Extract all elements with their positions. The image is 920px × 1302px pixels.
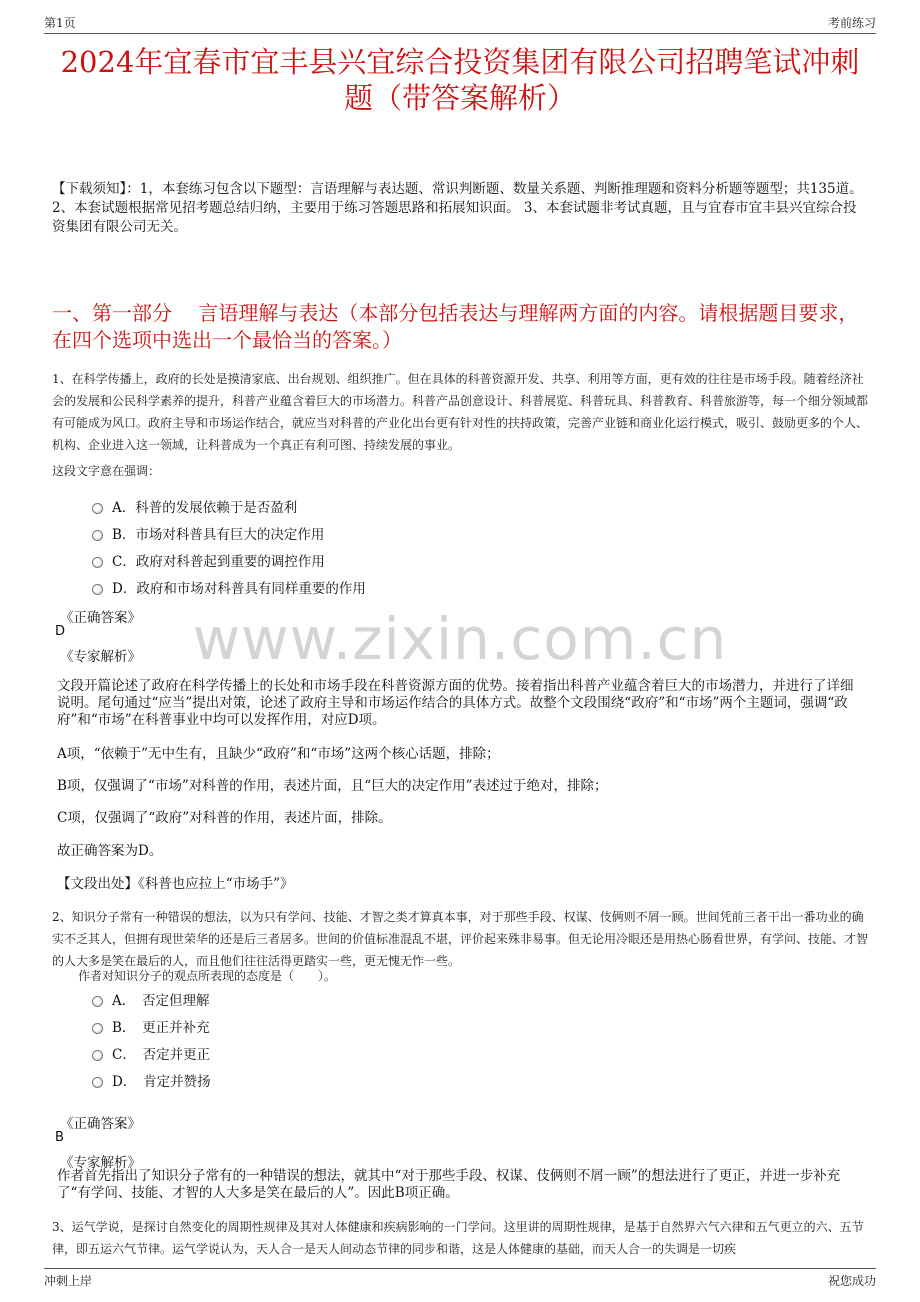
footer-divider (44, 1268, 876, 1269)
header-divider (44, 33, 876, 34)
page-number: 第1页 (44, 16, 76, 30)
question-3-text: 3、运气学说，是探讨自然变化的周期性规律及其对人体健康和疾病影响的一门学问。这里讲的周期性规律，是基于自然界六气六律和五气更立的六、五节律，即五运六气节律。运气学说认为，天人合一是天人间动态节律的同步和谐，这是人体健康的基础，而天人合一的失调是一切疾 (52, 1220, 864, 1256)
page-title: 2024年宜春市宜丰县兴宜综合投资集团有限公司招聘笔试冲刺题（带答案解析） (60, 45, 860, 115)
question-2-option-a[interactable] (92, 989, 210, 1009)
watermark: www.zixin.com.cn (192, 605, 728, 673)
analysis-paragraph: B项，仅强调了“市场”对科普的作用，表述片面，且“巨大的决定作用”表述过于绝对，排除； (57, 778, 608, 794)
answer-value: D (55, 624, 66, 639)
option-label: A． 否定但理解 (112, 993, 210, 1009)
analysis-label: 《专家解析》 (60, 649, 141, 665)
analysis-paragraph: 文段开篇论述了政府在科学传播上的长处和市场手段在科普资源方面的优势。接着指出科普产业蕴含着巨大的市场潜力，并进行了详细说明。尾句通过“应当”提出对策，论述了政府主导和市场运作结合的具体方式。故整个文段围绕“政府”和“市场”两个主题词，强调“政府”和“市场”在科普事业中均可以发挥作用，对应D项。 (57, 678, 854, 728)
analysis-label: 《专家解析》 (60, 1155, 141, 1171)
question-1-option-c[interactable] (92, 550, 325, 570)
question-2-stem: 作者对知识分子的观点所表现的态度是（ ）。 (78, 969, 337, 983)
download-notice: 【下载须知】：1，本套练习包含以下题型：言语理解与表达题、常识判断题、数量关系题、判断推理题和资料分析题等题型；共135道。 2、本套试题根据常见招考题总结归纳，主要用于练习答题思路和拓展知识面。 3、本套试题非考试真题，且与宜春市宜丰县兴宜综合投资集团有限公司无关。 (52, 181, 863, 235)
section-heading: 一、第一部分 言语理解与表达（本部分包括表达与理解两方面的内容。请根据题目要求，在四个选项中选出一个最恰当的答案。） (52, 301, 859, 352)
question-1-option-a[interactable] (92, 496, 297, 516)
radio-icon[interactable] (92, 996, 103, 1007)
question-1-text: 1、在科学传播上，政府的长处是摸清家底、出台规划、组织推广。但在具体的科普资源开发、共享、利用等方面，更有效的往往是市场手段。随着经济社会的发展和公民科学素养的提升，科普产业蕴含着巨大的市场潜力。科普产品创意设计、科普展览、科普玩具、科普教育、科普旅游等，每一个细分领域都有可能成为风口。政府主导和市场运作结合，就应当对科普的产业化出台更有针对性的扶持政策，完善产业链和商业化运行模式，吸引、鼓励更多的个人、机构、企业进入这一领域，让科普成为一个真正有利可图、持续发展的事业。 (52, 372, 869, 452)
option-label: D． 肯定并赞扬 (112, 1074, 211, 1090)
radio-icon[interactable] (92, 1077, 103, 1088)
question-1-option-b[interactable] (92, 523, 324, 543)
option-label: B． 更正并补充 (112, 1020, 210, 1036)
radio-icon[interactable] (92, 1050, 103, 1061)
answer-label: 《正确答案》 (60, 610, 141, 626)
footer-right-label: 祝您成功 (827, 1274, 876, 1288)
radio-icon[interactable] (92, 557, 103, 568)
page-header (44, 14, 876, 32)
option-label: A．科普的发展依赖于是否盈利 (112, 500, 298, 516)
analysis-paragraph: 作者首先指出了知识分子常有的一种错误的想法，就其中“对于那些手段、权谋、伎俩则不屑一顾”的想法进行了更正，并进一步补充了“有学问、技能、才智的人大多是笑在最后的人”。因此B项正确。 (57, 1168, 841, 1201)
footer-left-label: 冲刺上岸 (44, 1274, 93, 1288)
question-2-option-c[interactable] (92, 1043, 210, 1063)
radio-icon[interactable] (92, 584, 103, 595)
question-2-option-d[interactable] (92, 1070, 211, 1090)
question-2-option-b[interactable] (92, 1016, 210, 1036)
header-label: 考前练习 (827, 16, 876, 30)
radio-icon[interactable] (92, 503, 103, 514)
radio-icon[interactable] (92, 530, 103, 541)
answer-value: B (55, 1130, 64, 1145)
option-label: C．政府对科普起到重要的调控作用 (112, 554, 325, 570)
page-footer (44, 1272, 876, 1290)
option-label: C． 否定并更正 (112, 1047, 211, 1063)
analysis-paragraph: A项，“依赖于”无中生有，且缺少“政府”和“市场”这两个核心话题，排除； (57, 746, 500, 762)
analysis-paragraph: 故正确答案为D。 (57, 843, 163, 859)
option-label: D．政府和市场对科普具有同样重要的作用 (112, 581, 366, 597)
radio-icon[interactable] (92, 1023, 103, 1034)
question-2-text: 2、知识分子常有一种错误的想法，以为只有学问、技能、才智之类才算真本事，对于那些手段、权谋、伎俩则不屑一顾。世间凭前三者干出一番功业的确实不乏其人，但拥有现世荣华的还是后三者居多。世间的价值标准混乱不堪，评价起来殊非易事。但无论用冷眼还是用热心肠看世界，有学问、技能、才智的人大多是笑在最后的人，而且他们往往活得更踏实一些，更无愧无怍一些。 (52, 910, 869, 968)
question-1-stem: 这段文字意在强调： (52, 464, 161, 478)
option-label: B．市场对科普具有巨大的决定作用 (112, 527, 325, 543)
answer-label: 《正确答案》 (60, 1116, 141, 1132)
analysis-paragraph: C项，仅强调了“政府”对科普的作用，表述片面，排除。 (57, 810, 392, 826)
source-citation: 【文段出处】《科普也应拉上“市场手”》 (57, 876, 294, 892)
question-1-option-d[interactable] (92, 577, 366, 597)
